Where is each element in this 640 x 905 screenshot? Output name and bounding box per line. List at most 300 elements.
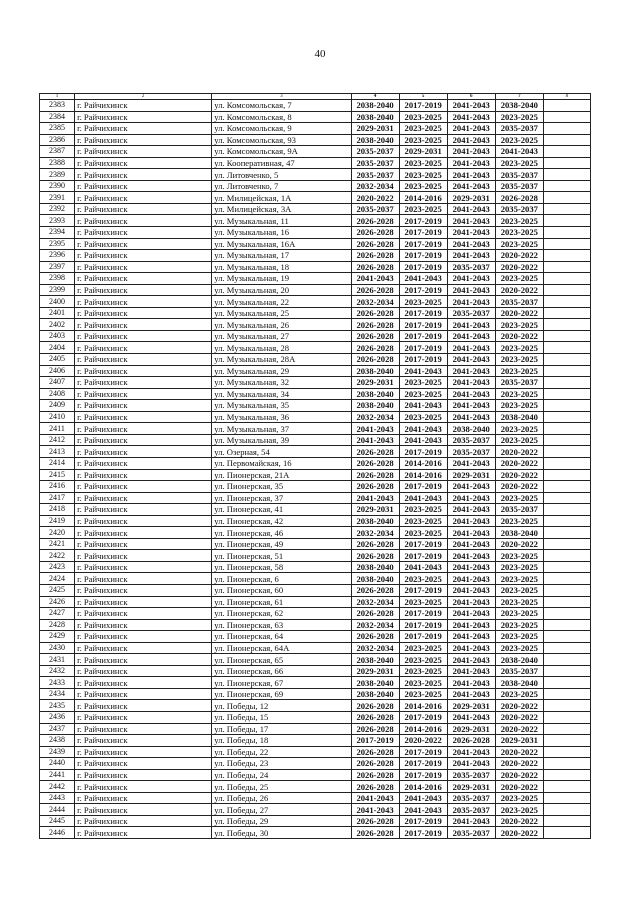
period-col5: 2014-2016 xyxy=(399,700,447,712)
period-col6: 2041-2043 xyxy=(447,100,495,112)
city-cell: г. Райчихинск xyxy=(75,354,212,366)
period-col5: 2017-2019 xyxy=(399,250,447,262)
period-col7: 2023-2025 xyxy=(495,561,543,573)
address-cell: ул. Музыкальная, 32 xyxy=(212,377,351,389)
address-cell: ул. Пионерская, 21А xyxy=(212,469,351,481)
row-number: 2439 xyxy=(40,746,75,758)
period-col4: 2026-2028 xyxy=(351,227,399,239)
table-row xyxy=(40,284,591,296)
note-cell xyxy=(543,261,590,273)
period-col6: 2041-2043 xyxy=(447,157,495,169)
table-row xyxy=(40,169,591,181)
period-col4: 2026-2028 xyxy=(351,342,399,354)
period-col4: 2032-2034 xyxy=(351,619,399,631)
row-number: 2394 xyxy=(40,227,75,239)
period-col7: 2023-2025 xyxy=(495,157,543,169)
period-col7: 2020-2022 xyxy=(495,469,543,481)
period-col6: 2026-2028 xyxy=(447,735,495,747)
address-cell: ул. Пионерская, 65 xyxy=(212,654,351,666)
period-col7: 2023-2025 xyxy=(495,584,543,596)
period-col7: 2023-2025 xyxy=(495,596,543,608)
table-row xyxy=(40,273,591,285)
row-number: 2405 xyxy=(40,354,75,366)
address-cell: ул. Музыкальная, 20 xyxy=(212,284,351,296)
note-cell xyxy=(543,296,590,308)
period-col7: 2041-2043 xyxy=(495,146,543,158)
row-number: 2435 xyxy=(40,700,75,712)
period-col5: 2014-2016 xyxy=(399,781,447,793)
period-col7: 2020-2022 xyxy=(495,261,543,273)
address-cell: ул. Музыкальная, 16 xyxy=(212,227,351,239)
period-col4: 2038-2040 xyxy=(351,561,399,573)
period-col7: 2035-2037 xyxy=(495,665,543,677)
table-row xyxy=(40,146,591,158)
period-col7: 2038-2040 xyxy=(495,527,543,539)
period-col4: 2026-2028 xyxy=(351,284,399,296)
row-number: 2436 xyxy=(40,711,75,723)
period-col5: 2017-2019 xyxy=(399,481,447,493)
table-row xyxy=(40,388,591,400)
city-cell: г. Райчихинск xyxy=(75,273,212,285)
period-col7: 2023-2025 xyxy=(495,550,543,562)
period-col4: 2026-2028 xyxy=(351,746,399,758)
table-row xyxy=(40,330,591,342)
period-col6: 2035-2037 xyxy=(447,792,495,804)
period-col5: 2023-2025 xyxy=(399,134,447,146)
address-cell: ул. Пионерская, 6 xyxy=(212,573,351,585)
table-row xyxy=(40,123,591,135)
city-cell: г. Райчихинск xyxy=(75,169,212,181)
city-cell: г. Райчихинск xyxy=(75,631,212,643)
period-col5: 2023-2025 xyxy=(399,111,447,123)
period-col5: 2023-2025 xyxy=(399,388,447,400)
note-cell xyxy=(543,342,590,354)
note-cell xyxy=(543,169,590,181)
period-col7: 2023-2025 xyxy=(495,423,543,435)
period-col4: 2038-2040 xyxy=(351,100,399,112)
note-cell xyxy=(543,677,590,689)
address-cell: ул. Музыкальная, 11 xyxy=(212,215,351,227)
table-row xyxy=(40,423,591,435)
period-col5: 2023-2025 xyxy=(399,180,447,192)
note-cell xyxy=(543,573,590,585)
header-cell: 2 xyxy=(75,94,212,100)
address-cell: ул. Пионерская, 63 xyxy=(212,619,351,631)
address-cell: ул. Победы, 26 xyxy=(212,792,351,804)
period-col4: 2041-2043 xyxy=(351,804,399,816)
row-number: 2402 xyxy=(40,319,75,331)
period-col6: 2041-2043 xyxy=(447,711,495,723)
row-number: 2411 xyxy=(40,423,75,435)
address-cell: ул. Музыкальная, 35 xyxy=(212,400,351,412)
period-col5: 2041-2043 xyxy=(399,434,447,446)
period-col6: 2041-2043 xyxy=(447,654,495,666)
note-cell xyxy=(543,100,590,112)
table-row xyxy=(40,157,591,169)
period-col7: 2020-2022 xyxy=(495,746,543,758)
row-number: 2440 xyxy=(40,758,75,770)
city-cell: г. Райчихинск xyxy=(75,504,212,516)
period-col6: 2041-2043 xyxy=(447,504,495,516)
table-row xyxy=(40,134,591,146)
period-col4: 2026-2028 xyxy=(351,700,399,712)
address-cell: ул. Музыкальная, 25 xyxy=(212,307,351,319)
note-cell xyxy=(543,550,590,562)
city-cell: г. Райчихинск xyxy=(75,261,212,273)
city-cell: г. Райчихинск xyxy=(75,827,212,839)
period-col6: 2041-2043 xyxy=(447,642,495,654)
address-cell: ул. Победы, 27 xyxy=(212,804,351,816)
address-cell: ул. Победы, 29 xyxy=(212,815,351,827)
address-cell: ул. Победы, 18 xyxy=(212,735,351,747)
row-number: 2400 xyxy=(40,296,75,308)
table-row xyxy=(40,377,591,389)
period-col4: 2038-2040 xyxy=(351,134,399,146)
note-cell xyxy=(543,388,590,400)
note-cell xyxy=(543,123,590,135)
row-number: 2386 xyxy=(40,134,75,146)
period-col6: 2041-2043 xyxy=(447,365,495,377)
address-cell: ул. Комсомольская, 93 xyxy=(212,134,351,146)
period-col5: 2017-2019 xyxy=(399,769,447,781)
address-cell: ул. Комсомольская, 9А xyxy=(212,146,351,158)
table-row xyxy=(40,781,591,793)
city-cell: г. Райчихинск xyxy=(75,446,212,458)
note-cell xyxy=(543,400,590,412)
note-cell xyxy=(543,608,590,620)
period-col5: 2023-2025 xyxy=(399,377,447,389)
period-col4: 2041-2043 xyxy=(351,273,399,285)
period-col5: 2023-2025 xyxy=(399,596,447,608)
row-number: 2399 xyxy=(40,284,75,296)
table-row xyxy=(40,365,591,377)
period-col5: 2023-2025 xyxy=(399,654,447,666)
period-col6: 2041-2043 xyxy=(447,203,495,215)
period-col4: 2026-2028 xyxy=(351,608,399,620)
address-cell: ул. Пионерская, 64 xyxy=(212,631,351,643)
period-col5: 2023-2025 xyxy=(399,688,447,700)
row-number: 2418 xyxy=(40,504,75,516)
period-col6: 2041-2043 xyxy=(447,608,495,620)
period-col4: 2032-2034 xyxy=(351,642,399,654)
note-cell xyxy=(543,631,590,643)
address-cell: ул. Победы, 12 xyxy=(212,700,351,712)
period-col7: 2020-2022 xyxy=(495,723,543,735)
table-row xyxy=(40,469,591,481)
table-row xyxy=(40,446,591,458)
city-cell: г. Райчихинск xyxy=(75,319,212,331)
header-cell: 3 xyxy=(212,94,351,100)
period-col4: 2035-2037 xyxy=(351,203,399,215)
city-cell: г. Райчихинск xyxy=(75,330,212,342)
period-col7: 2023-2025 xyxy=(495,111,543,123)
note-cell xyxy=(543,642,590,654)
note-cell xyxy=(543,827,590,839)
note-cell xyxy=(543,492,590,504)
period-col6: 2041-2043 xyxy=(447,215,495,227)
period-col4: 2020-2022 xyxy=(351,192,399,204)
address-cell: ул. Музыкальная, 17 xyxy=(212,250,351,262)
note-cell xyxy=(543,203,590,215)
note-cell xyxy=(543,157,590,169)
city-cell: г. Райчихинск xyxy=(75,250,212,262)
row-number: 2384 xyxy=(40,111,75,123)
address-cell: ул. Пионерская, 60 xyxy=(212,584,351,596)
row-number: 2416 xyxy=(40,481,75,493)
period-col6: 2041-2043 xyxy=(447,388,495,400)
table-row xyxy=(40,827,591,839)
period-col6: 2041-2043 xyxy=(447,561,495,573)
period-col5: 2017-2019 xyxy=(399,746,447,758)
city-cell: г. Райчихинск xyxy=(75,192,212,204)
period-col7: 2038-2040 xyxy=(495,654,543,666)
city-cell: г. Райчихинск xyxy=(75,434,212,446)
period-col5: 2014-2016 xyxy=(399,723,447,735)
row-number: 2392 xyxy=(40,203,75,215)
period-col5: 2023-2025 xyxy=(399,411,447,423)
row-number: 2410 xyxy=(40,411,75,423)
city-cell: г. Райчихинск xyxy=(75,423,212,435)
period-col6: 2041-2043 xyxy=(447,596,495,608)
row-number: 2387 xyxy=(40,146,75,158)
period-col6: 2035-2037 xyxy=(447,307,495,319)
row-number: 2407 xyxy=(40,377,75,389)
row-number: 2413 xyxy=(40,446,75,458)
period-col5: 2041-2043 xyxy=(399,400,447,412)
period-col7: 2035-2037 xyxy=(495,377,543,389)
period-col7: 2020-2022 xyxy=(495,457,543,469)
address-cell: ул. Пионерская, 51 xyxy=(212,550,351,562)
period-col7: 2020-2022 xyxy=(495,827,543,839)
row-number: 2443 xyxy=(40,792,75,804)
city-cell: г. Райчихинск xyxy=(75,815,212,827)
city-cell: г. Райчихинск xyxy=(75,227,212,239)
period-col6: 2041-2043 xyxy=(447,134,495,146)
period-col5: 2017-2019 xyxy=(399,608,447,620)
city-cell: г. Райчихинск xyxy=(75,654,212,666)
note-cell xyxy=(543,215,590,227)
address-cell: ул. Пионерская, 46 xyxy=(212,527,351,539)
address-cell: ул. Милицейская, 1А xyxy=(212,192,351,204)
table-row xyxy=(40,192,591,204)
period-col6: 2035-2037 xyxy=(447,434,495,446)
period-col5: 2023-2025 xyxy=(399,642,447,654)
period-col6: 2041-2043 xyxy=(447,631,495,643)
note-cell xyxy=(543,619,590,631)
table-row xyxy=(40,758,591,770)
period-col4: 2026-2028 xyxy=(351,815,399,827)
period-col6: 2035-2037 xyxy=(447,261,495,273)
period-col5: 2017-2019 xyxy=(399,550,447,562)
city-cell: г. Райчихинск xyxy=(75,608,212,620)
note-cell xyxy=(543,192,590,204)
city-cell: г. Райчихинск xyxy=(75,469,212,481)
city-cell: г. Райчихинск xyxy=(75,735,212,747)
table-row xyxy=(40,411,591,423)
period-col7: 2029-2031 xyxy=(495,735,543,747)
table-row xyxy=(40,227,591,239)
period-col6: 2041-2043 xyxy=(447,411,495,423)
table-row xyxy=(40,584,591,596)
note-cell xyxy=(543,411,590,423)
period-col5: 2017-2019 xyxy=(399,815,447,827)
address-cell: ул. Литовченко, 7 xyxy=(212,180,351,192)
period-col5: 2023-2025 xyxy=(399,677,447,689)
period-col6: 2041-2043 xyxy=(447,538,495,550)
period-col7: 2023-2025 xyxy=(495,319,543,331)
table-row xyxy=(40,203,591,215)
city-cell: г. Райчихинск xyxy=(75,527,212,539)
header-cell: 1 xyxy=(40,94,75,100)
city-cell: г. Райчихинск xyxy=(75,781,212,793)
address-cell: ул. Пионерская, 69 xyxy=(212,688,351,700)
city-cell: г. Райчихинск xyxy=(75,723,212,735)
period-col4: 2026-2028 xyxy=(351,330,399,342)
note-cell xyxy=(543,111,590,123)
note-cell xyxy=(543,227,590,239)
period-col4: 2026-2028 xyxy=(351,446,399,458)
period-col5: 2023-2025 xyxy=(399,123,447,135)
period-col6: 2041-2043 xyxy=(447,180,495,192)
city-cell: г. Райчихинск xyxy=(75,642,212,654)
period-col5: 2017-2019 xyxy=(399,307,447,319)
note-cell xyxy=(543,723,590,735)
period-col4: 2026-2028 xyxy=(351,215,399,227)
note-cell xyxy=(543,319,590,331)
note-cell xyxy=(543,769,590,781)
city-cell: г. Райчихинск xyxy=(75,688,212,700)
note-cell xyxy=(543,180,590,192)
period-col4: 2026-2028 xyxy=(351,631,399,643)
table-row xyxy=(40,481,591,493)
period-col4: 2041-2043 xyxy=(351,492,399,504)
row-number: 2431 xyxy=(40,654,75,666)
period-col6: 2041-2043 xyxy=(447,573,495,585)
table-row xyxy=(40,688,591,700)
period-col7: 2023-2025 xyxy=(495,619,543,631)
note-cell xyxy=(543,273,590,285)
row-number: 2423 xyxy=(40,561,75,573)
row-number: 2424 xyxy=(40,573,75,585)
table-row xyxy=(40,550,591,562)
period-col6: 2029-2031 xyxy=(447,723,495,735)
row-number: 2397 xyxy=(40,261,75,273)
period-col7: 2038-2040 xyxy=(495,677,543,689)
address-cell: ул. Пионерская, 58 xyxy=(212,561,351,573)
row-number: 2437 xyxy=(40,723,75,735)
note-cell xyxy=(543,504,590,516)
period-col6: 2041-2043 xyxy=(447,619,495,631)
address-cell: ул. Победы, 24 xyxy=(212,769,351,781)
period-col7: 2035-2037 xyxy=(495,203,543,215)
row-number: 2419 xyxy=(40,515,75,527)
note-cell xyxy=(543,584,590,596)
note-cell xyxy=(543,815,590,827)
row-number: 2445 xyxy=(40,815,75,827)
period-col7: 2023-2025 xyxy=(495,134,543,146)
row-number: 2442 xyxy=(40,781,75,793)
period-col7: 2020-2022 xyxy=(495,330,543,342)
address-cell: ул. Музыкальная, 18 xyxy=(212,261,351,273)
table-row xyxy=(40,619,591,631)
address-cell: ул. Победы, 15 xyxy=(212,711,351,723)
table-row xyxy=(40,642,591,654)
table-row xyxy=(40,250,591,262)
row-number: 2433 xyxy=(40,677,75,689)
period-col6: 2041-2043 xyxy=(447,550,495,562)
row-number: 2409 xyxy=(40,400,75,412)
table-row xyxy=(40,746,591,758)
city-cell: г. Райчихинск xyxy=(75,100,212,112)
period-col5: 2017-2019 xyxy=(399,261,447,273)
period-col5: 2023-2025 xyxy=(399,203,447,215)
period-col6: 2041-2043 xyxy=(447,319,495,331)
period-col5: 2041-2043 xyxy=(399,561,447,573)
period-col6: 2029-2031 xyxy=(447,469,495,481)
period-col6: 2038-2040 xyxy=(447,423,495,435)
city-cell: г. Райчихинск xyxy=(75,573,212,585)
address-cell: ул. Пионерская, 61 xyxy=(212,596,351,608)
period-col4: 2026-2028 xyxy=(351,457,399,469)
address-cell: ул. Победы, 25 xyxy=(212,781,351,793)
period-col5: 2041-2043 xyxy=(399,804,447,816)
note-cell xyxy=(543,527,590,539)
row-number: 2422 xyxy=(40,550,75,562)
table-row xyxy=(40,434,591,446)
period-col7: 2023-2025 xyxy=(495,573,543,585)
row-number: 2393 xyxy=(40,215,75,227)
period-col6: 2041-2043 xyxy=(447,111,495,123)
city-cell: г. Райчихинск xyxy=(75,342,212,354)
period-col5: 2017-2019 xyxy=(399,619,447,631)
table-row xyxy=(40,561,591,573)
period-col7: 2020-2022 xyxy=(495,250,543,262)
address-cell: ул. Музыкальная, 28А xyxy=(212,354,351,366)
period-col6: 2041-2043 xyxy=(447,146,495,158)
note-cell xyxy=(543,711,590,723)
row-number: 2414 xyxy=(40,457,75,469)
period-col6: 2041-2043 xyxy=(447,284,495,296)
city-cell: г. Райчихинск xyxy=(75,481,212,493)
row-number: 2430 xyxy=(40,642,75,654)
period-col6: 2041-2043 xyxy=(447,342,495,354)
table-row xyxy=(40,700,591,712)
period-col7: 2020-2022 xyxy=(495,758,543,770)
period-col4: 2032-2034 xyxy=(351,296,399,308)
row-number: 2438 xyxy=(40,735,75,747)
period-col4: 2026-2028 xyxy=(351,758,399,770)
note-cell xyxy=(543,781,590,793)
period-col5: 2017-2019 xyxy=(399,354,447,366)
period-col6: 2041-2043 xyxy=(447,515,495,527)
period-col4: 2038-2040 xyxy=(351,688,399,700)
note-cell xyxy=(543,284,590,296)
period-col5: 2029-2031 xyxy=(399,146,447,158)
period-col5: 2023-2025 xyxy=(399,296,447,308)
period-col7: 2020-2022 xyxy=(495,711,543,723)
period-col6: 2029-2031 xyxy=(447,700,495,712)
period-col4: 2032-2034 xyxy=(351,527,399,539)
row-number: 2446 xyxy=(40,827,75,839)
city-cell: г. Райчихинск xyxy=(75,515,212,527)
address-cell: ул. Музыкальная, 22 xyxy=(212,296,351,308)
period-col4: 2026-2028 xyxy=(351,584,399,596)
address-cell: ул. Пионерская, 62 xyxy=(212,608,351,620)
address-cell: ул. Пионерская, 67 xyxy=(212,677,351,689)
period-col4: 2038-2040 xyxy=(351,654,399,666)
city-cell: г. Райчихинск xyxy=(75,411,212,423)
period-col4: 2026-2028 xyxy=(351,307,399,319)
